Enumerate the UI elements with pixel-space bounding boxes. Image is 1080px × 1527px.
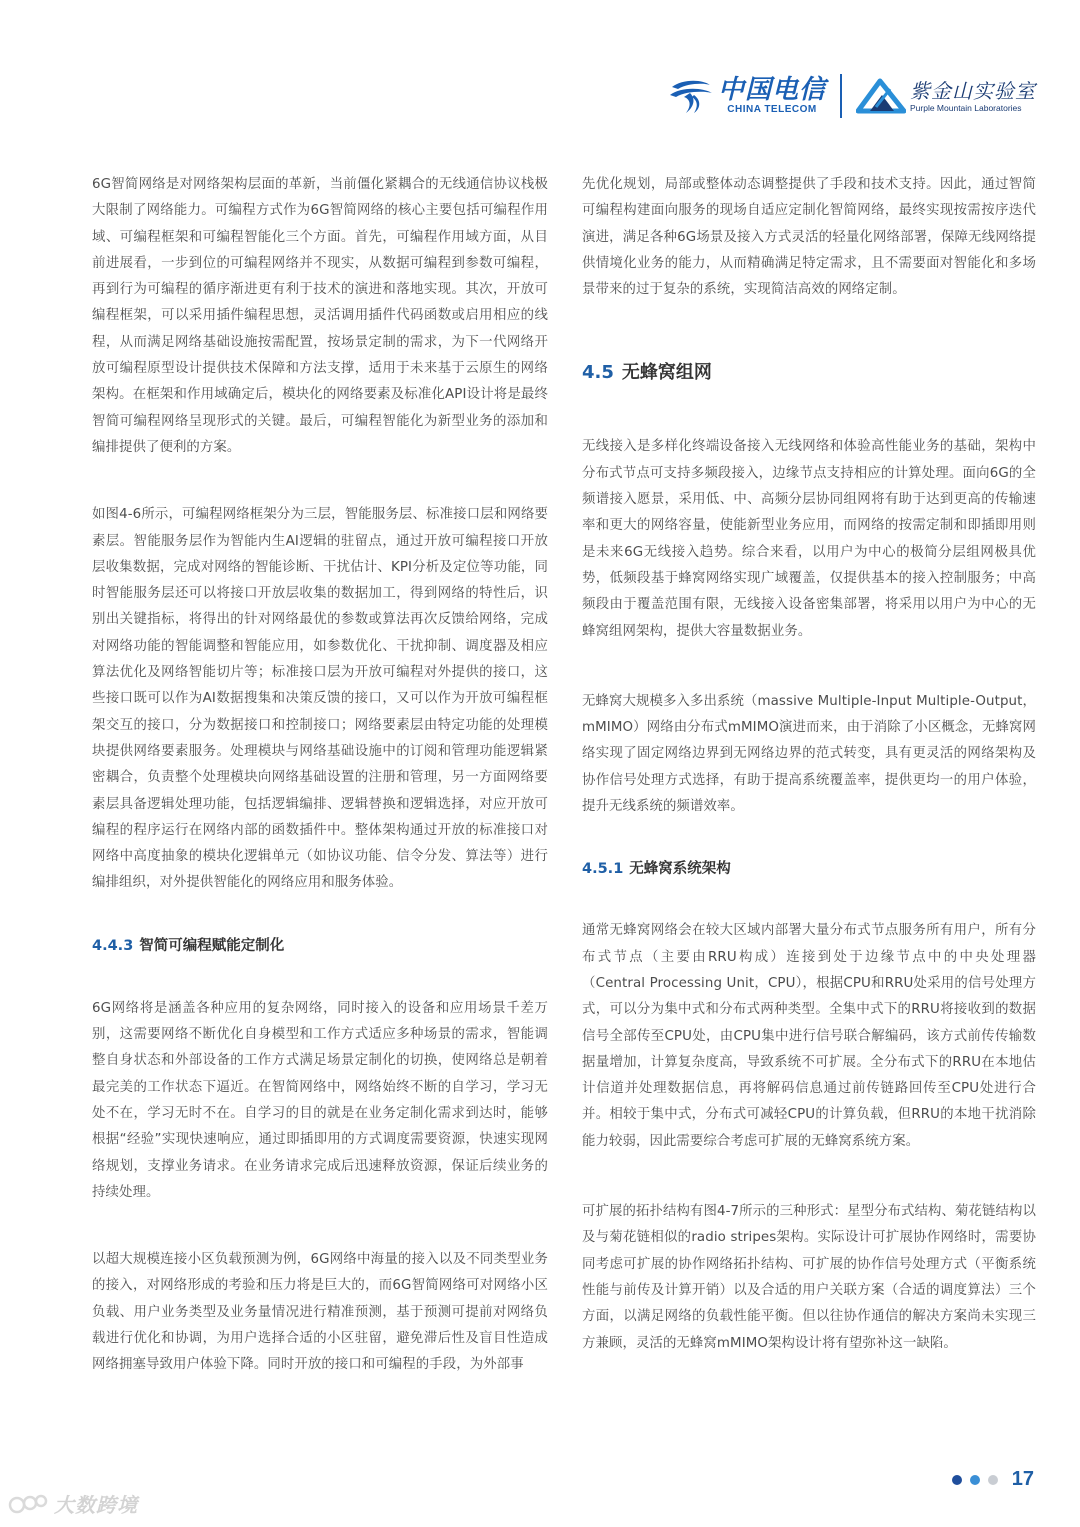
logo-divider <box>840 74 842 118</box>
watermark-logo-icon <box>8 1491 50 1517</box>
section-number: 4.5.1 <box>582 861 624 878</box>
section-heading-4-4-3 <box>92 933 548 959</box>
footer-dot <box>970 1475 980 1485</box>
paragraph: 可扩展的拓扑结构有图4-7所示的三种形式：星型分布式结构、菊花链结构以及与菊花链相似的radio stripes架构。实际设计可扩展协作网络时，需要协同考虑可扩展的协作网络拓扑结构、可扩展的协作信号处理方式（平衡系统性能与前传及计算开销）以及合适的用户关联方案（合适的调度算法）三个方面，以满足网络的负载性能平衡。但以往协作通信的解决方案尚未实现三方兼顾，灵活的无蜂窝mMIMO架构设计将有望弥补这一缺陷。 <box>582 1204 1036 1351</box>
section-number: 4.4.3 <box>92 937 134 954</box>
purple-mountain-en-name: Purple Mountain Laboratories <box>910 102 1022 113</box>
section-title: 智简可编程赋能定制化 <box>139 937 285 954</box>
right-column <box>582 172 1036 1357</box>
paragraph: 如图4-6所示，可编程网络框架分为三层，智能服务层、标准接口层和网络要素层。智能服务层作为智能内生AI逻辑的驻留点，通过开放可编程接口开放层收集数据，完成对网络的智能诊断、干扰估计、KPI分析及定位等功能，同时智能服务层还可以将接口开放层收集的数据加工，得到网络的特性后，识别出关键指标，将得出的针对网络最优的参数或算法再次反馈给网络，完成对网络功能的智能调整和智能应用，如参数优化、干扰抑制、调度器及相应算法优化及网络智能切片等；标准接口层为开放可编程对外提供的接口，这些接口既可以作为AI数据搜集和决策反馈的接口，又可以作为开放可编程框架交互的接口，分为数据接口和控制接口；网络要素层由特定功能的处理模块提供网络要素服务。处理模块与网络基础设施中的订阅和管理功能逻辑紧密耦合，负责整个处理模块向网络基础设置的注册和管理，另一方面网络要素层具备逻辑处理功能，包括逻辑编排、逻辑替换和逻辑选择，对应开放可编程的程序运行在网络内部的函数插件中。整体架构通过开放的标准接口对网络中高度抽象的模块化逻辑单元（如协议功能、信令分发、算法等）进行编排组织，对外提供智能化的网络应用和服务体验。 <box>92 507 548 891</box>
china-telecom-swirl-icon <box>668 77 714 115</box>
paragraph: 先优化规划，局部或整体动态调整提供了手段和技术支持。因此，通过智简可编程构建面向服务的现场自适应定制化智简网络，最终实现按需按序迭代演进，满足各种6G场景及接入方式灵活的轻量化网络部署，保障无线网络提供情境化业务的能力，从而精确满足特定需求，且不需要面对智能化和多场景带来的过于复杂的系统，实现简洁高效的网络定制。 <box>582 177 1036 298</box>
china-telecom-en-name: CHINA TELECOM <box>727 104 817 115</box>
paragraph: 无线接入是多样化终端设备接入无线网络和体验高性能业务的基础，架构中分布式节点可支持多频段接入，边缘节点支持相应的计算处理。面向6G的全频谱接入愿景，采用低、中、高频分层协同组网将有助于达到更高的传输速率和更大的网络容量，使能新型业务应用，而网络的按需定制和即插即用则是未来6G无线接入趋势。综合来看，以用户为中心的极简分层组网极具优势，低频段基于蜂窝网络实现广域覆盖，仅提供基本的接入控制服务；中高频段由于覆盖范围有限，无线接入设备密集部署，将采用以用户为中心的无蜂窝组网架构，提供大容量数据业务。 <box>582 439 1036 639</box>
paragraph: 6G网络将是涵盖各种应用的复杂网络，同时接入的设备和应用场景千差万别，这需要网络不断优化自身模型和工作方式适应多种场景的需求，智能调整自身状态和外部设备的工作方式满足场景定制化的切换，使网络总是朝着最完美的工作状态下逼近。在智简网络中，网络始终不断的自学习，学习无处不在，学习无时不在。自学习的目的就是在业务定制化需求到达时，能够根据“经验”实现快速响应，通过即插即用的方式调度需要资源，快速实现网络规划，支撑业务请求。在业务请求完成后迅速释放资源，保证后续业务的持续处理。 <box>92 1000 548 1200</box>
paragraph: 无蜂窝大规模多入多出系统（massive Multiple-Input Multiple-Output，mMIMO）网络由分布式mMIMO演进而来，由于消除了小区概念，无蜂窝网络实现了固定网络边界到无网络边界的范式转变，具有更灵活的网络架构及协作信号处理方式选择，有助于提高系统覆盖率，提供更均一的用户体验，提升无线系统的频谱效率。 <box>582 693 1036 815</box>
left-column <box>92 172 548 1379</box>
footer-dot <box>988 1475 998 1485</box>
china-telecom-cn-name: 中国电信 <box>717 75 826 105</box>
watermark <box>8 1489 138 1518</box>
section-heading-4-5-1 <box>582 856 1036 882</box>
section-heading-4-5 <box>582 358 1036 388</box>
section-title: 无蜂窝系统架构 <box>629 861 731 878</box>
purple-mountain-cn-name: 紫金山实验室 <box>910 78 1036 103</box>
watermark-text: 大数跨境 <box>54 1493 138 1517</box>
purple-mountain-logo <box>856 77 1036 115</box>
mountain-icon <box>856 77 906 115</box>
section-title: 无蜂窝组网 <box>621 362 712 384</box>
paragraph: 通常无蜂窝网络会在较大区域内部署大量分布式节点服务所有用户，所有分布式节点（主要由RRU构成）连接到处于边缘节点中的中央处理器（Central Processing Unit，CPU），根据CPU和RRU处采用的信号处理方式，可以分为集中式和分布式两种类型。全集中式下的RRU将接收到的数据信号全部传至CPU处，由CPU集中进行信号联合解编码，该方式前传传输数据量增加，计算复杂度高，导致系统不可扩展。全分布式下的RRU在本地估计信道并处理数据信息，再将解码信息通过前传链路回传至CPU处进行合并。相较于集中式，分布式可减轻CPU的计算负载，但RRU的本地干扰消除能力较弱，因此需要综合考虑可扩展的无蜂窝系统方案。 <box>582 923 1036 1149</box>
header-logos <box>668 72 1036 120</box>
footer-dot <box>952 1475 962 1485</box>
paragraph: 以超大规模连接小区负载预测为例，6G网络中海量的接入以及不同类型业务的接入，对网络形成的考验和压力将是巨大的，而6G智简网络可对网络小区负载、用户业务类型及业务量情况进行精准预测，基于预测可提前对网络负载进行优化和协调，为用户选择合适的小区驻留，避免滞后性及盲目性造成网络拥塞导致用户体验下降。同时开放的接口和可编程的手段，为外部事 <box>92 1252 548 1373</box>
page-number: 17 <box>1011 1468 1034 1490</box>
china-telecom-logo <box>668 76 826 116</box>
section-number: 4.5 <box>582 362 614 384</box>
page-footer <box>952 1468 1034 1491</box>
paragraph: 6G智简网络是对网络架构层面的革新，当前僵化紧耦合的无线通信协议栈极大限制了网络能力。可编程方式作为6G智简网络的核心主要包括可编程作用域、可编程框架和可编程智能化三个方面。首先，可编程作用域方面，从目前进展看，一步到位的可编程网络并不现实，从数据可编程到参数可编程，再到行为可编程的循序渐进更有利于技术的演进和落地实现。其次，开放可编程框架，可以采用插件编程思想，灵活调用插件代码函数或启用相应的线程，从而满足网络基础设施按需配置，按场景定制的需求，为下一代网络开放可编程原型设计提供技术保障和方法支撑，适用于未来基于云原生的网络架构。在框架和作用域确定后，模块化的网络要素及标准化API设计将是最终智简可编程网络呈现形式的关键。最后，可编程智能化为新型业务的添加和编排提供了便利的方案。 <box>92 177 548 455</box>
